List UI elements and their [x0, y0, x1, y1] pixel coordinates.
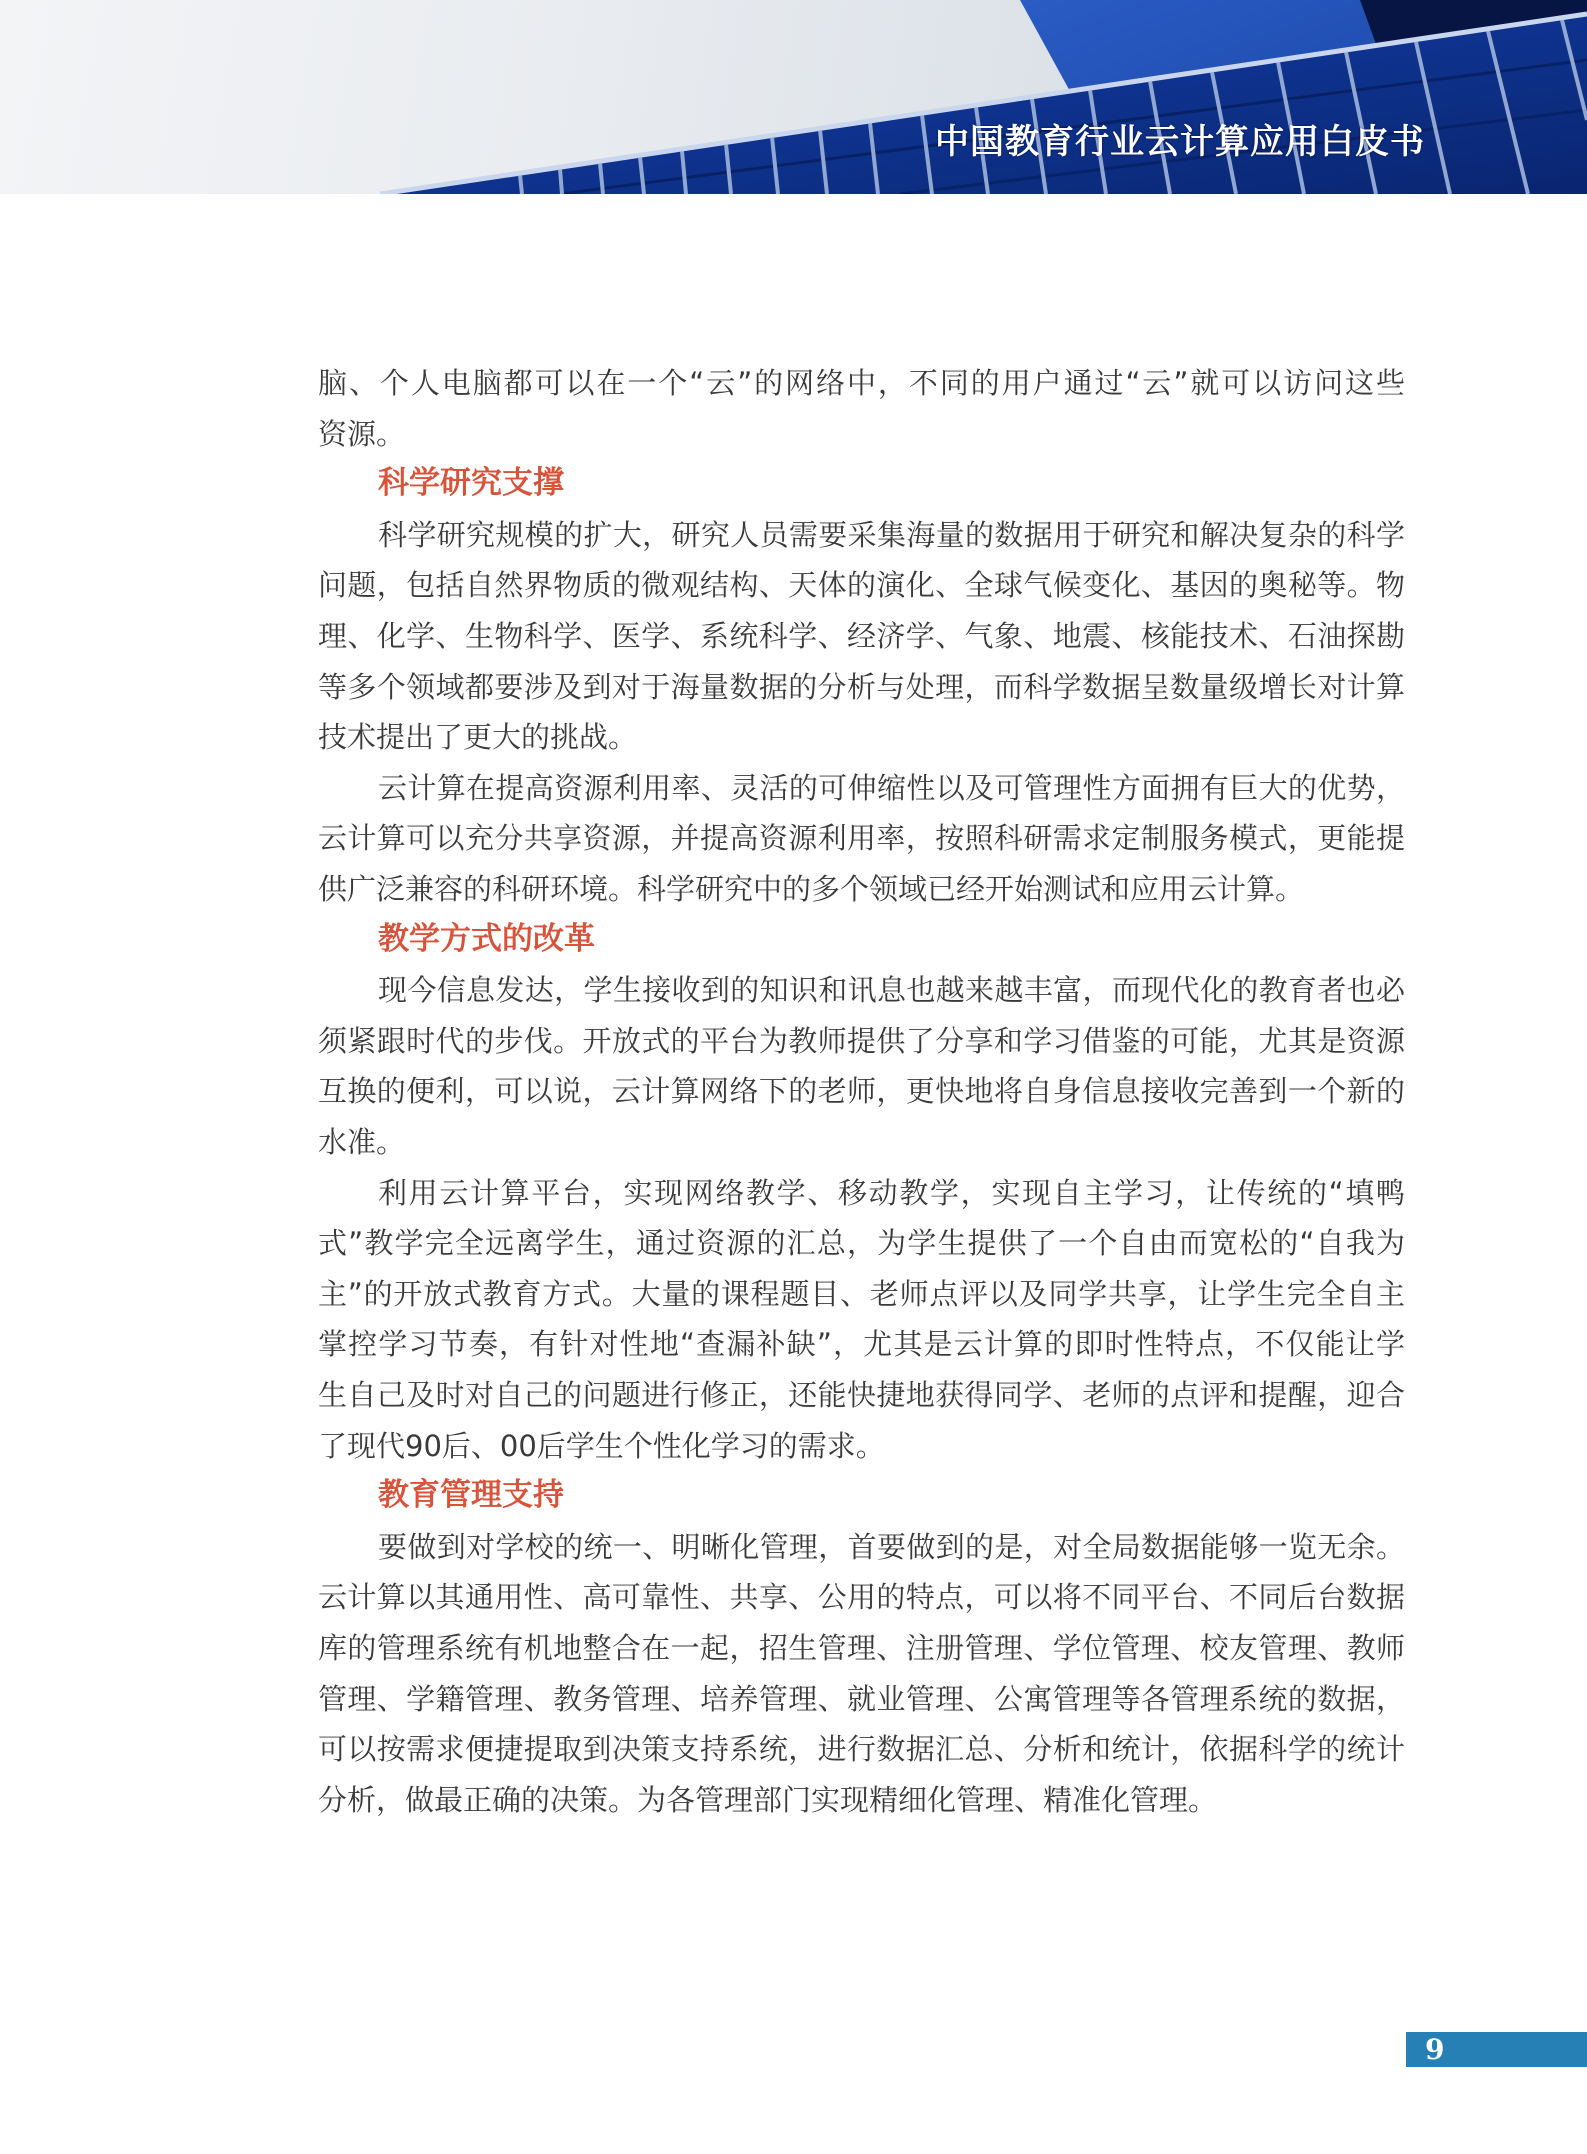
- section-heading: 科学研究支撑: [378, 465, 564, 502]
- paragraph-first-line: 利用云计算平台，实现网络教学、移动教学，实现自主学习，让传统的“填鸭: [378, 1175, 1405, 1210]
- body-text-line: 管理、学籍管理、教务管理、培养管理、就业管理、公寓管理等各管理系统的数据，: [318, 1681, 1405, 1716]
- paragraph-first-line: 科学研究规模的扩大，研究人员需要采集海量的数据用于研究和解决复杂的科学: [378, 517, 1405, 552]
- body-text-line: 式”教学完全远离学生，通过资源的汇总，为学生提供了一个自由而宽松的“自我为: [318, 1226, 1405, 1261]
- section-heading: 教育管理支持: [378, 1477, 564, 1514]
- body-text-line: 须紧跟时代的步伐。开放式的平台为教师提供了分享和学习借鉴的可能，尤其是资源: [318, 1023, 1405, 1058]
- paragraph-last-line: 技术提出了更大的挑战。: [318, 720, 638, 755]
- body-text-line: 库的管理系统有机地整合在一起，招生管理、注册管理、学位管理、校友管理、教师: [318, 1631, 1405, 1665]
- body-text-line: 云计算可以充分共享资源，并提高资源利用率，按照科研需求定制服务模式，更能提: [318, 821, 1405, 856]
- paragraph-last-line: 供广泛兼容的科研环境。科学研究中的多个领域已经开始测试和应用云计算。: [318, 872, 1305, 906]
- body-text-line: 理、化学、生物科学、医学、系统科学、经济学、气象、地震、核能技术、石油探勘: [318, 619, 1405, 653]
- paragraph-last-line: 分析，做最正确的决策。为各管理部门实现精细化管理、精准化管理。: [318, 1782, 1218, 1817]
- body-text-line: 脑、个人电脑都可以在一个“云”的网络中，不同的用户通过“云”就可以访问这些: [318, 366, 1405, 400]
- paragraph-last-line: 了现代90后、00后学生个性化学习的需求。: [318, 1428, 885, 1463]
- paragraph-last-line: 水准。: [318, 1125, 406, 1159]
- paragraph-first-line: 现今信息发达，学生接收到的知识和讯息也越来越丰富，而现代化的教育者也必: [378, 973, 1405, 1008]
- paragraph-first-line: 云计算在提高资源利用率、灵活的可伸缩性以及可管理性方面拥有巨大的优势，: [378, 770, 1405, 805]
- body-text-line: 互换的便利，可以说，云计算网络下的老师，更快地将自身信息接收完善到一个新的: [318, 1074, 1405, 1109]
- header-banner: [0, 0, 1587, 194]
- paragraph-last-line: 资源。: [318, 416, 406, 451]
- body-text-line: 主”的开放式教育方式。大量的课程题目、老师点评以及同学共享，让学生完全自主: [318, 1276, 1405, 1311]
- body-text-line: 云计算以其通用性、高可靠性、共享、公用的特点，可以将不同平台、不同后台数据: [318, 1580, 1405, 1615]
- document-title: 中国教育行业云计算应用白皮书: [935, 122, 1425, 162]
- body-text-line: 掌控学习节奏，有针对性地“查漏补缺”，尤其是云计算的即时性特点，不仅能让学: [318, 1327, 1405, 1362]
- body-text-line: 生自己及时对自己的问题进行修正，还能快捷地获得同学、老师的点评和提醒，迎合: [318, 1378, 1405, 1412]
- paragraph-first-line: 要做到对学校的统一、明晰化管理，首要做到的是，对全局数据能够一览无余。: [378, 1529, 1405, 1564]
- body-text-line: 可以按需求便捷提取到决策支持系统，进行数据汇总、分析和统计，依据科学的统计: [318, 1732, 1405, 1767]
- body-text-line: 问题，包括自然界物质的微观结构、天体的演化、全球气候变化、基因的奥秘等。物: [318, 568, 1405, 603]
- page-number: 9: [1425, 2033, 1445, 2066]
- section-heading: 教学方式的改革: [378, 920, 595, 957]
- page-number-badge: [1406, 2032, 1587, 2067]
- building-photo-icon: [0, 0, 1587, 194]
- body-text-line: 等多个领域都要涉及到对于海量数据的分析与处理，而科学数据呈数量级增长对计算: [318, 669, 1405, 704]
